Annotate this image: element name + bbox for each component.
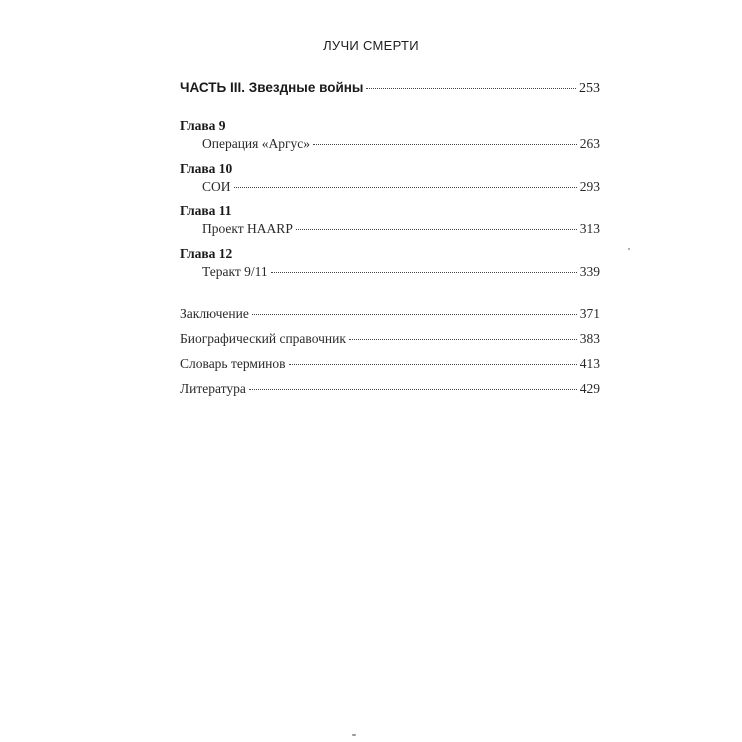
toc-entry-title: Операция «Аргус»: [202, 136, 311, 151]
toc-entry-title: Литература: [180, 381, 246, 396]
toc-chapter-entry: [202, 136, 600, 152]
dot-leader: [271, 272, 577, 273]
toc-backmatter-entry: [180, 381, 600, 397]
toc-page-number: 429: [579, 381, 600, 396]
toc-backmatter-entry: [180, 356, 600, 372]
scan-speck: [352, 734, 356, 736]
toc-page-number: 413: [579, 356, 600, 371]
dot-leader: [249, 389, 577, 390]
toc-part-title: ЧАСТЬ III. Звездные войны: [180, 80, 364, 95]
toc-part-entry: [180, 80, 600, 97]
toc-backmatter-entry: [180, 331, 600, 347]
toc-entry-title: Биографический справочник: [180, 331, 346, 346]
dot-leader: [289, 364, 577, 365]
chapter-heading: Глава 12: [180, 246, 233, 261]
toc-entry-title: Теракт 9/11: [202, 264, 268, 279]
toc-page-number: 293: [579, 179, 600, 194]
toc-page-number: 339: [579, 264, 600, 279]
scan-speck: [628, 248, 630, 250]
toc-backmatter-entry: [180, 306, 600, 322]
toc-page-number: 263: [579, 136, 600, 151]
toc-page-number: 383: [579, 331, 600, 346]
dot-leader: [296, 229, 577, 230]
dot-leader: [252, 314, 577, 315]
toc-entry-title: Заключение: [180, 306, 249, 321]
running-head: ЛУЧИ СМЕРТИ: [323, 38, 419, 53]
toc-entry-title: Словарь терминов: [180, 356, 286, 371]
toc-entry-title: СОИ: [202, 179, 231, 194]
toc-page-number: 371: [579, 306, 600, 321]
toc-chapter-entry: [202, 221, 600, 237]
chapter-heading: Глава 9: [180, 118, 226, 133]
toc-chapter-entry: [202, 264, 600, 280]
dot-leader: [234, 187, 577, 188]
toc-entry-title: Проект HAARP: [202, 221, 293, 236]
dot-leader: [313, 144, 577, 145]
chapter-heading: Глава 10: [180, 161, 233, 176]
toc-chapter-entry: [202, 179, 600, 195]
chapter-heading: Глава 11: [180, 203, 232, 218]
dot-leader: [349, 339, 577, 340]
toc-page-number: 313: [579, 221, 600, 236]
dot-leader: [366, 88, 576, 89]
toc-page-number: 253: [579, 81, 600, 96]
